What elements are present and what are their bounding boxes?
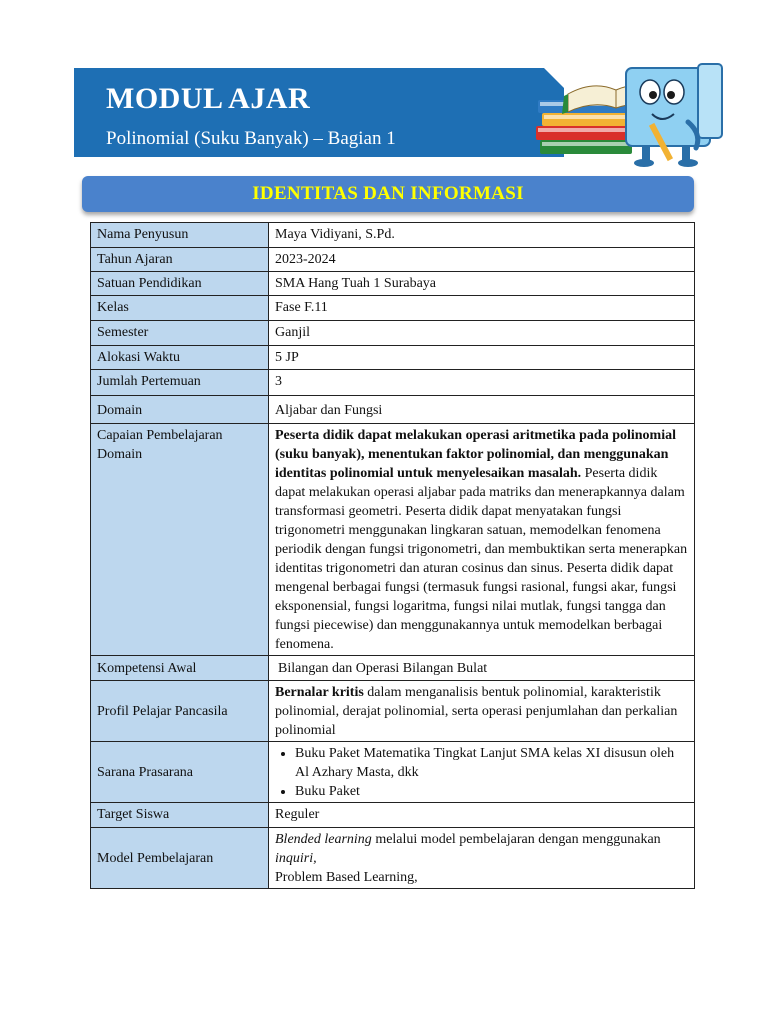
model-line-2: Problem Based Learning, — [275, 870, 418, 885]
sarana-list — [275, 744, 688, 801]
identity-table — [90, 222, 695, 889]
row-label: Kelas — [91, 296, 269, 321]
row-label: Satuan Pendidikan — [91, 272, 269, 296]
row-value: Reguler — [269, 803, 695, 828]
row-value — [269, 742, 695, 803]
row-label: Profil Pelajar Pancasila — [91, 681, 269, 742]
row-value: Bilangan dan Operasi Bilangan Bulat — [269, 656, 695, 681]
row-label: Jumlah Pertemuan — [91, 370, 269, 396]
row-label: Domain — [91, 396, 269, 424]
section-header — [82, 176, 694, 212]
table-row — [91, 828, 695, 889]
row-label: Model Pembelajaran — [91, 828, 269, 889]
table-row — [91, 742, 695, 803]
table-row — [91, 803, 695, 828]
row-label: Tahun Ajaran — [91, 248, 269, 272]
table-row — [91, 370, 695, 396]
table-row — [91, 272, 695, 296]
table-row — [91, 424, 695, 656]
row-value: Fase F.11 — [269, 296, 695, 321]
row-value — [269, 681, 695, 742]
book-mascot-illustration — [498, 56, 738, 168]
capaian-bold-text: Peserta didik dapat melakukan operasi aritmetika pada polinomial (suku banyak), menentukan faktor polinomial, dan menggunakan identitas polinomial untuk menyelesaikan masalah. — [275, 428, 676, 481]
table-row — [91, 248, 695, 272]
row-value — [269, 424, 695, 656]
profil-bold-text: Bernalar kritis — [275, 685, 364, 700]
model-italic-1: Blended learning — [275, 832, 372, 847]
module-subtitle: Polinomial (Suku Banyak) – Bagian 1 — [106, 128, 396, 149]
row-value: SMA Hang Tuah 1 Surabaya — [269, 272, 695, 296]
table-row — [91, 656, 695, 681]
row-value: Maya Vidiyani, S.Pd. — [269, 223, 695, 248]
row-label: Sarana Prasarana — [91, 742, 269, 803]
model-text-1: melalui model pembelajaran dengan menggunakan — [371, 832, 661, 847]
table-row — [91, 396, 695, 424]
table-row — [91, 346, 695, 370]
row-label: Semester — [91, 321, 269, 346]
table-row — [91, 321, 695, 346]
model-italic-2: inquiri, — [275, 851, 317, 866]
table-row — [91, 681, 695, 742]
row-value: 2023-2024 — [269, 248, 695, 272]
module-title: MODUL AJAR — [106, 82, 311, 115]
row-label: Target Siswa — [91, 803, 269, 828]
table-row — [91, 223, 695, 248]
profil-text: dalam menganalisis bentuk polinomial, karakteristik polinomial, derajat polinomial, serta operasi penjumlahan dan perkalian polinomial — [275, 685, 678, 738]
row-value: 3 — [269, 370, 695, 396]
list-item: • Buku Paket — [295, 782, 688, 801]
section-title: IDENTITAS DAN INFORMASI — [252, 183, 524, 204]
list-item: • Buku Paket Matematika Tingkat Lanjut SMA kelas XI disusun oleh Al Azhary Masta, dkk — [295, 744, 688, 782]
row-value: Ganjil — [269, 321, 695, 346]
row-value — [269, 828, 695, 889]
table-row — [91, 296, 695, 321]
row-value: 5 JP — [269, 346, 695, 370]
row-label: Capaian Pembelajaran Domain — [91, 424, 269, 656]
row-label: Nama Penyusun — [91, 223, 269, 248]
row-label: Kompetensi Awal — [91, 656, 269, 681]
capaian-text: Peserta didik dapat melakukan operasi aljabar pada matriks dan menerapkannya dalam transformasi geometri. Peserta didik dapat menyatakan fungsi trigonometri menggunakan lingkaran satuan, memodelkan fenomena periodik dengan fungsi trigonometri, dan membuktikan serta menerapkan identitas trigonometri dan aturan cosinus dan sinus. Peserta didik dapat mengenal berbagai fungsi (termasuk fungsi rasional, fungsi akar, fungsi eksponensial, fungsi logaritma, fungsi nilai mutlak, fungsi tangga dan fungsi piecewise) dan menggunakannya untuk memodelkan berbagai fenomena. — [275, 466, 688, 652]
row-label: Alokasi Waktu — [91, 346, 269, 370]
row-value: Aljabar dan Fungsi — [269, 396, 695, 424]
